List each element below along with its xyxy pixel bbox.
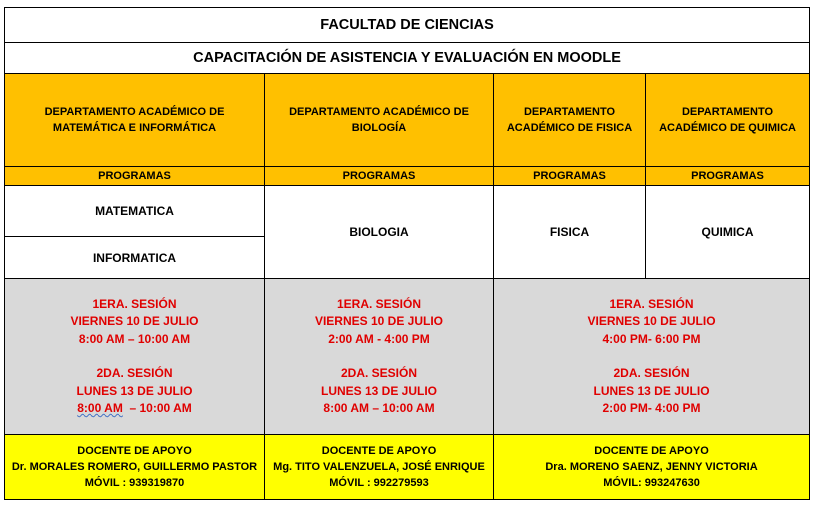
program-matematica: MATEMATICA bbox=[5, 186, 265, 237]
programs-header: PROGRAMAS bbox=[5, 167, 265, 186]
support-label: DOCENTE DE APOYO bbox=[321, 445, 437, 457]
session2-time: 2:00 PM- 4:00 PM bbox=[602, 401, 701, 415]
support-teacher-matematica bbox=[5, 435, 265, 500]
session-block-matematica bbox=[5, 279, 265, 435]
session1-day: VIERNES 10 DE JULIO bbox=[70, 314, 199, 328]
session-block-biologia bbox=[265, 279, 494, 435]
support-phone: MÓVIL: 993247630 bbox=[603, 477, 700, 489]
dept-fisica bbox=[494, 74, 646, 167]
session2-time-start: 8:00 AM bbox=[77, 401, 123, 415]
session-block-fisica-quimica bbox=[494, 279, 810, 435]
session2-title: 2DA. SESIÓN bbox=[96, 366, 173, 380]
program-informatica: INFORMATICA bbox=[5, 237, 265, 279]
support-name: Dr. MORALES ROMERO, GUILLERMO PASTOR bbox=[11, 461, 258, 473]
support-teacher-fisica-quimica bbox=[494, 435, 810, 500]
program-fisica: FISICA bbox=[494, 186, 646, 279]
session1-time: 4:00 PM- 6:00 PM bbox=[602, 331, 701, 346]
dept-line: ACADÉMICO DE FISICA bbox=[506, 122, 633, 134]
session2-day: LUNES 13 DE JULIO bbox=[320, 383, 438, 398]
dept-matematica-informatica bbox=[5, 74, 265, 167]
session2-time-end: – 10:00 AM bbox=[122, 401, 192, 415]
session1-title: 1ERA. SESIÓN bbox=[92, 296, 177, 311]
support-label: DOCENTE DE APOYO bbox=[594, 445, 709, 457]
program-quimica: QUIMICA bbox=[646, 186, 810, 279]
dept-line: ACADÉMICO DE QUIMICA bbox=[659, 122, 796, 134]
session1-day: VIERNES 10 DE JULIO bbox=[587, 314, 716, 328]
support-name: Dra. MORENO SAENZ, JENNY VICTORIA bbox=[545, 461, 758, 473]
schedule-table bbox=[4, 7, 810, 500]
programs-header: PROGRAMAS bbox=[494, 167, 646, 186]
session1-title: 1ERA. SESIÓN bbox=[336, 296, 422, 311]
session2-time bbox=[9, 400, 260, 418]
programs-header: PROGRAMAS bbox=[265, 167, 494, 186]
dept-line: DEPARTAMENTO bbox=[681, 106, 774, 118]
support-name: Mg. TITO VALENZUELA, JOSÉ ENRIQUE bbox=[273, 461, 485, 473]
programs-header: PROGRAMAS bbox=[646, 167, 810, 186]
session1-title: 1ERA. SESIÓN bbox=[609, 296, 694, 311]
dept-biologia bbox=[265, 74, 494, 167]
support-phone: MÓVIL : 939319870 bbox=[84, 477, 185, 489]
dept-quimica bbox=[646, 74, 810, 167]
session1-time: 2:00 AM - 4:00 PM bbox=[328, 331, 430, 346]
page-subtitle: CAPACITACIÓN DE ASISTENCIA Y EVALUACIÓN EN MOODLE bbox=[5, 43, 810, 74]
session2-title: 2DA. SESIÓN bbox=[613, 366, 690, 380]
session1-time: 8:00 AM – 10:00 AM bbox=[78, 331, 191, 346]
session2-day: LUNES 13 DE JULIO bbox=[76, 383, 193, 398]
support-phone: MÓVIL : 992279593 bbox=[329, 477, 429, 489]
dept-line: DEPARTAMENTO ACADÉMICO DE bbox=[44, 106, 225, 118]
schedule-sheet bbox=[4, 7, 809, 511]
dept-line: DEPARTAMENTO bbox=[523, 106, 616, 118]
support-label: DOCENTE DE APOYO bbox=[77, 445, 192, 457]
dept-line: MATEMÁTICA E INFORMÁTICA bbox=[52, 122, 217, 134]
dept-line: DEPARTAMENTO ACADÉMICO DE bbox=[289, 106, 469, 118]
session2-day: LUNES 13 DE JULIO bbox=[593, 383, 710, 398]
dept-line: BIOLOGÍA bbox=[351, 122, 407, 134]
session2-title: 2DA. SESIÓN bbox=[340, 366, 418, 380]
session2-time: 8:00 AM – 10:00 AM bbox=[323, 401, 435, 415]
page-title: FACULTAD DE CIENCIAS bbox=[5, 8, 810, 43]
support-teacher-biologia bbox=[265, 435, 494, 500]
session1-day: VIERNES 10 DE JULIO bbox=[314, 314, 444, 328]
program-biologia: BIOLOGIA bbox=[265, 186, 494, 279]
